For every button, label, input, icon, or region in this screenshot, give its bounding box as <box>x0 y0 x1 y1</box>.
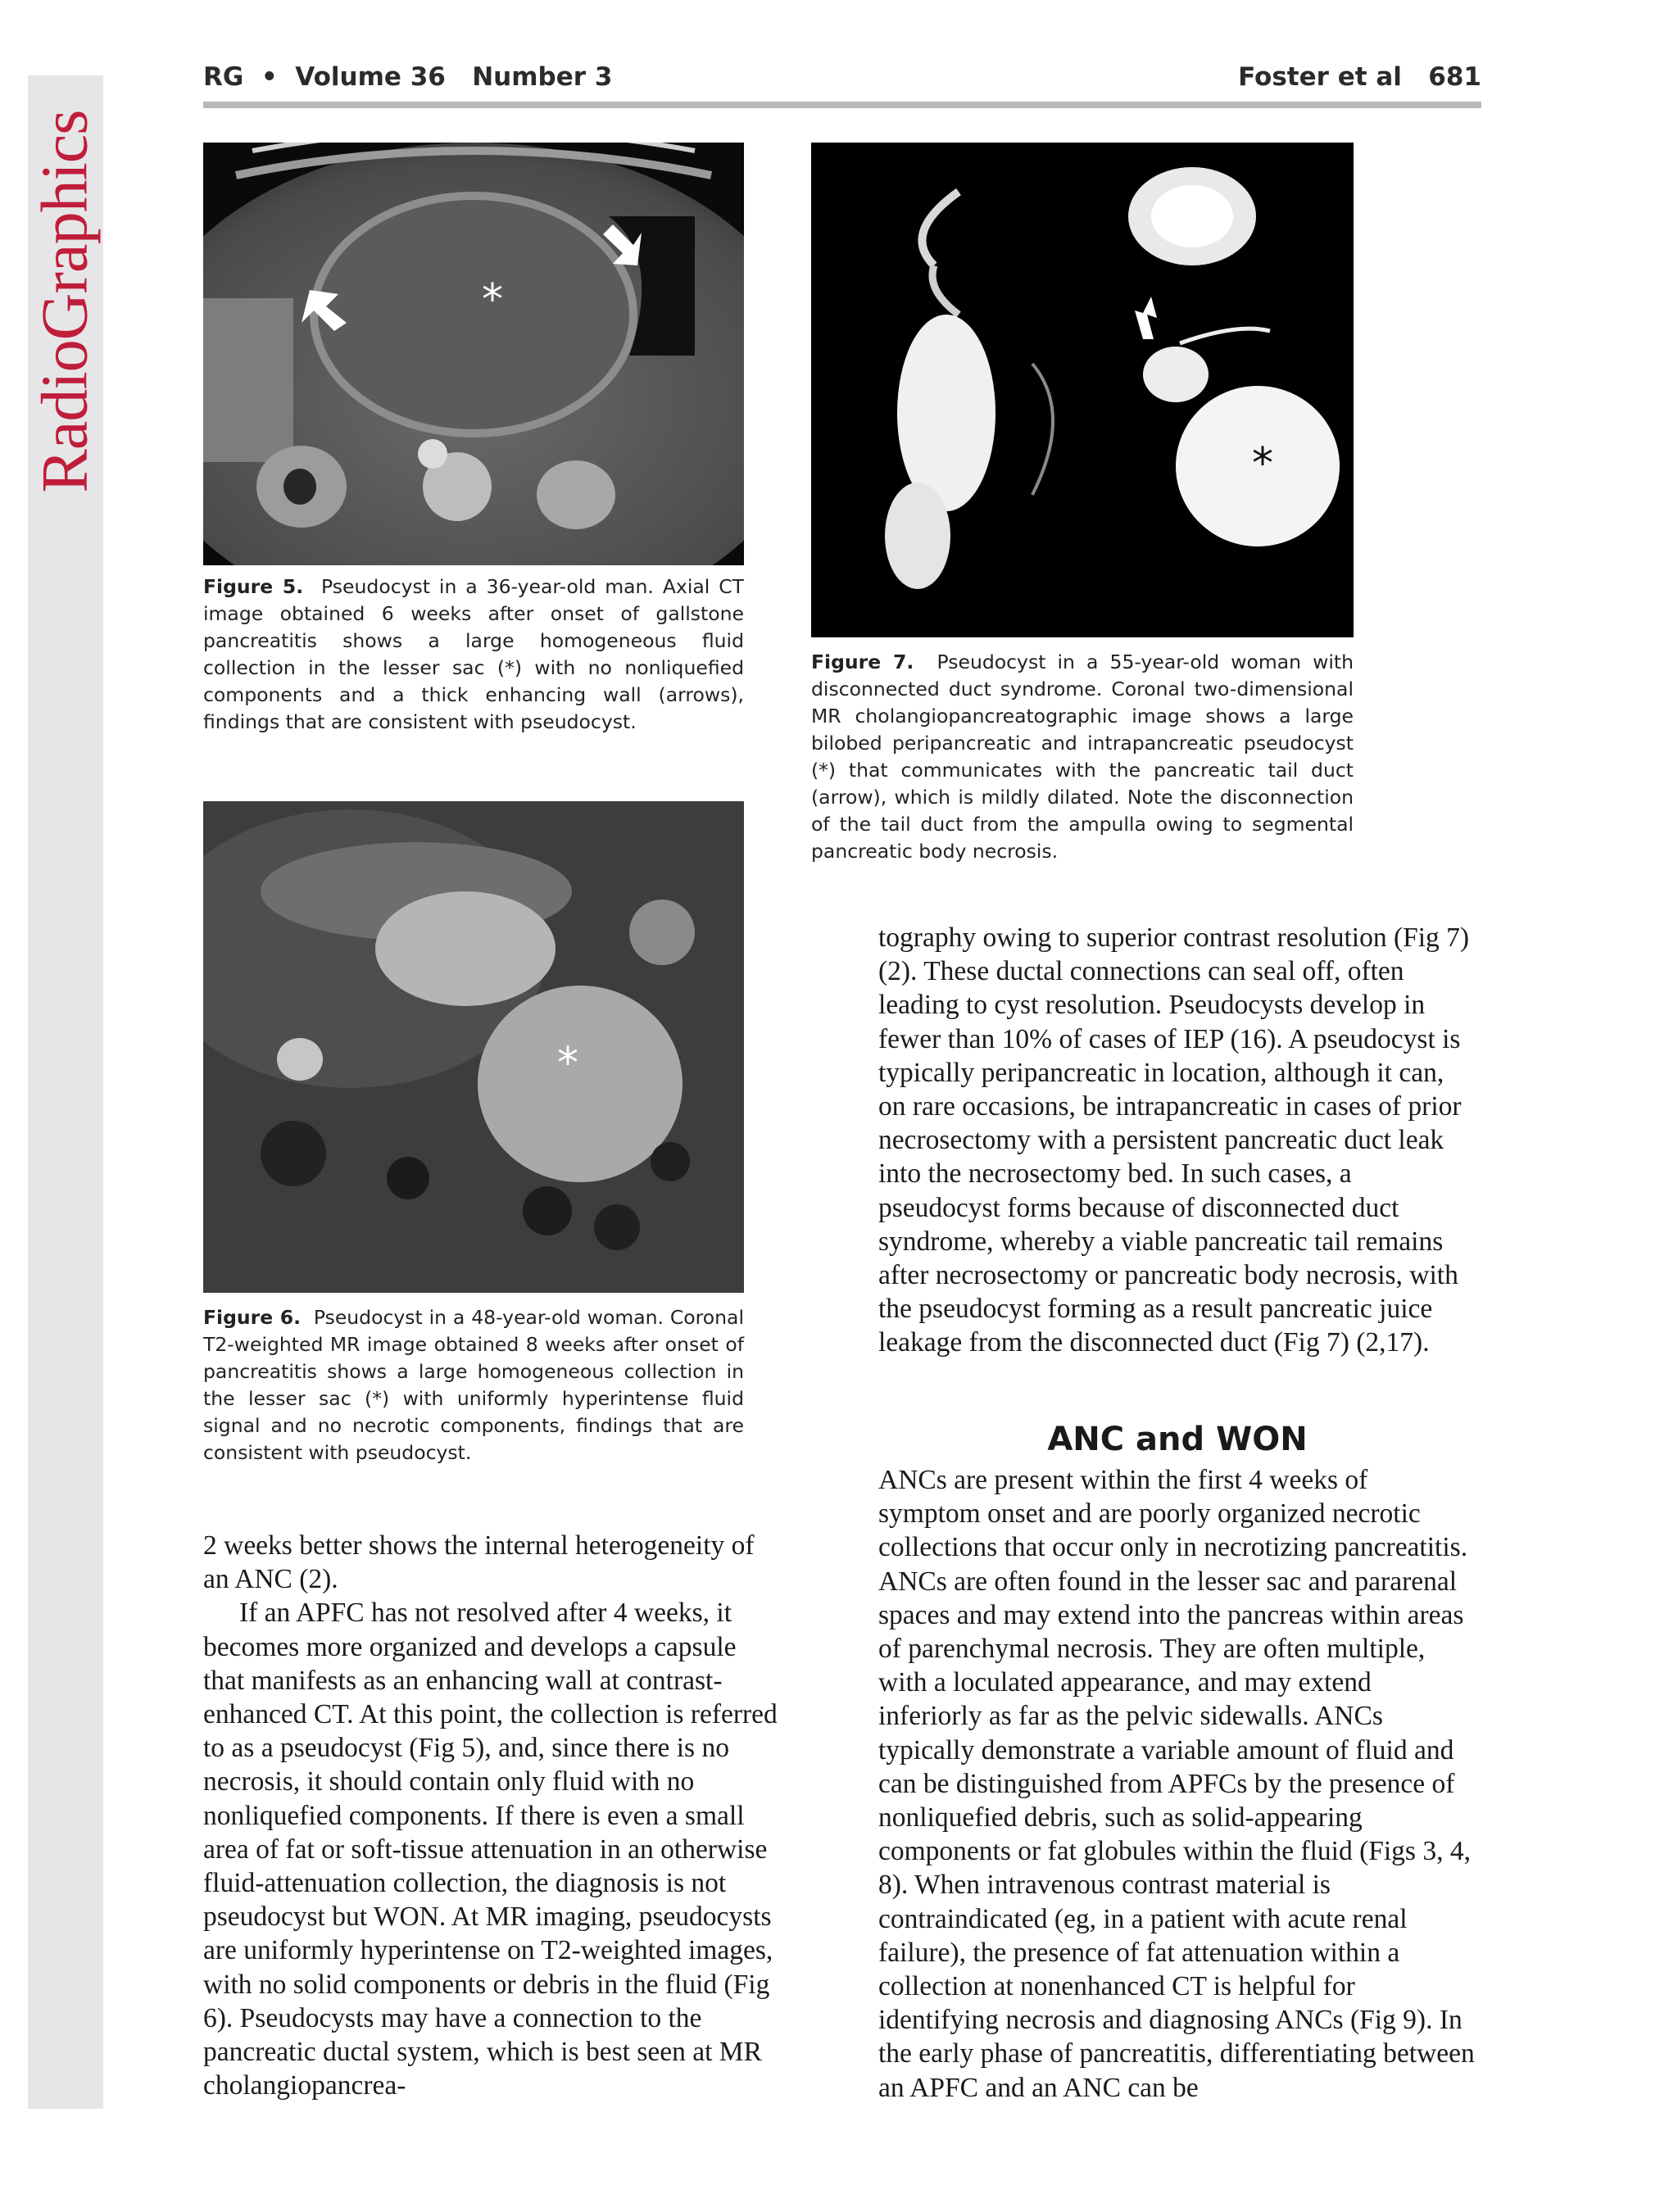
figure-7-asterisk: * <box>1252 439 1273 488</box>
left-column-paragraph-2: If an APFC has not resolved after 4 weeks, it becomes more organized and develops a capsule that manifests as an enhancing wall at contrast-enhanced CT. At this point, the collection is referred to as a pseudocyst (Fig 5), and, since there is no necrosis, it should contain only fluid with no nonliquefied components. If there is even a small area of fat or soft-tissue attenuation in an otherwise fluid-attenuation collection, the diagnosis is not pseudocyst but WON. At MR imaging, pseudocysts are uniformly hyperintense on T2-weighted images, with no solid components or debris in the fluid (Fig 6). Pseudocysts may have a connection to the pancreatic ductal system, which is best seen at MR cholangiopancrea- <box>203 1598 778 2101</box>
figure-7-label: Figure 7. <box>811 650 914 673</box>
running-header-left: RG • Volume 36 Number 3 <box>203 62 613 92</box>
figure-6-caption <box>203 1304 744 1466</box>
section-heading: ANC and WON <box>1047 1421 1308 1458</box>
figure-5-caption-text: Pseudocyst in a 36-year-old man. Axial CT image obtained 6 weeks after onset of gallstone pancreatitis shows a large homogeneous fluid collection in the lesser sac (*) with no nonliquefied components and a thick enhancing wall (arrows), findings that are consistent with pseudocyst. <box>203 575 744 733</box>
journal-name: RadioGraphics <box>29 110 102 493</box>
running-header <box>203 59 1481 98</box>
running-header-right: Foster et al 681 <box>1238 62 1481 92</box>
right-column-paragraph-2: ANCs are present within the first 4 weeks of symptom onset and are poorly organized necrotic collections that occur only in necrotizing pancreatitis. ANCs are often found in the lesser sac and pararenal spaces and may extend into the pancreas within areas of parenchymal necrosis. They are often multiple, with a loculated appearance, and may extend inferiorly as far as the pelvic sidewalls. ANCs typically demonstrate a variable amount of fluid and can be distinguished from APFCs by the presence of nonliquefied debris, such as solid-appearing components or fat globules within the fluid (Figs 3, 4, 8). When intravenous contrast material is contraindicated (eg, in a patient with acute renal failure), the presence of fat attenuation within a collection at nonenhanced CT is helpful for identifying necrosis and diagnosing ANCs (Fig 9). In the early phase of pancreatitis, differentiating between an APFC and an ANC can be <box>878 1465 1475 2103</box>
figure-5-caption <box>203 573 744 736</box>
figure-7-caption <box>811 649 1354 865</box>
figure-6-image <box>203 801 744 1293</box>
left-body-column <box>203 1529 783 2102</box>
right-column-paragraph-1: tography owing to superior contrast resolution (Fig 7) (2). These ductal connections can seal off, often leading to cyst resolution. Pseudocysts develop in fewer than 10% of cases of IEP (16). A pseudocyst is typically peripancreatic in location, although it can, on rare occasions, be intrapancreatic in cases of prior necrosectomy with a persistent pancreatic duct leak into the necrosectomy bed. In such cases, a pseudocyst forms because of disconnected duct syndrome, whereby a viable pancreatic tail remains after necrosectomy or pancreatic body necrosis, with the pseudocyst forming as a result pancreatic juice leakage from the disconnected duct (Fig 7) (2,17). <box>878 922 1470 1358</box>
figure-5-image <box>203 143 744 565</box>
figure-6-asterisk: * <box>557 1039 578 1088</box>
right-body-column-bottom <box>878 1463 1476 2105</box>
right-body-column-top <box>878 921 1476 1360</box>
figure-6-label: Figure 6. <box>203 1306 302 1329</box>
figure-6-caption-text: Pseudocyst in a 48-year-old woman. Coronal T2-weighted MR image obtained 8 weeks after onset of pancreatitis shows a large homogeneous collection in the lesser sac (*) with uniformly hyperintense fluid signal and no necrotic components, findings that are consistent with pseudocyst. <box>203 1306 744 1464</box>
figure-7-image <box>811 143 1354 637</box>
figure-5-asterisk: * <box>482 275 503 324</box>
figure-7-caption-text: Pseudocyst in a 55-year-old woman with disconnected duct syndrome. Coronal two-dimensional MR cholangiopancreatographic image shows a large bilobed peripancreatic and intrapancreatic pseudocyst (*) that communicates with the pancreatic tail duct (arrow), which is mildly dilated. Note the disconnection of the tail duct from the ampulla owing to segmental pancreatic body necrosis. <box>811 650 1354 863</box>
header-rule <box>203 102 1481 108</box>
left-column-paragraph-1: 2 weeks better shows the internal heterogeneity of an ANC (2). <box>203 1530 755 1595</box>
figure-5-label: Figure 5. <box>203 575 304 598</box>
